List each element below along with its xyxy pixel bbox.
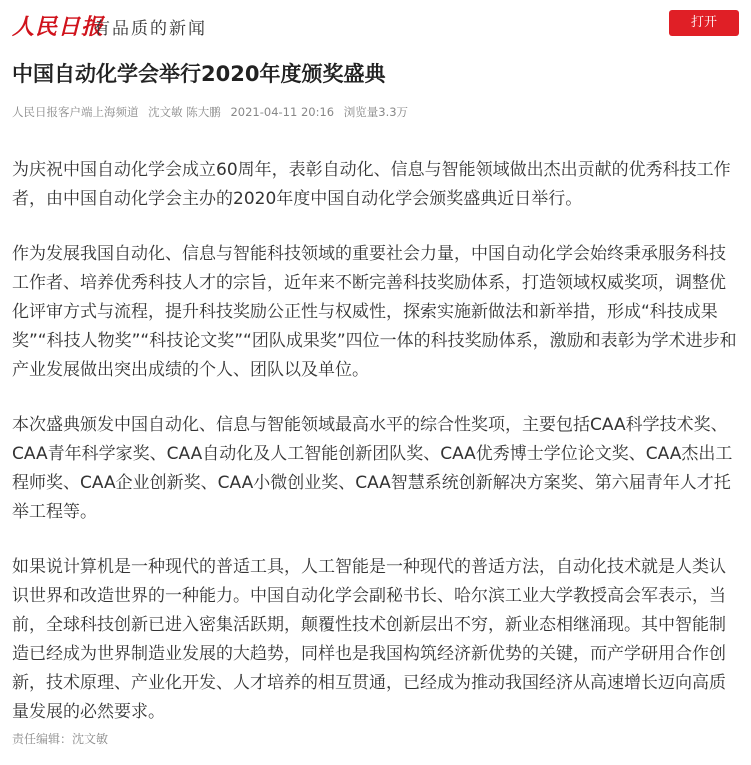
article-body	[12, 156, 742, 753]
article-meta	[12, 104, 414, 120]
slogan: 有品质的新闻	[93, 19, 207, 39]
people-daily-logo[interactable]: 人民日报	[12, 14, 105, 40]
article-title: 中国自动化学会举行2020年度颁奖盛典	[12, 62, 386, 86]
responsible-editor: 责任编辑：沈文敏	[12, 732, 109, 746]
paragraph: 如果说计算机是一种现代的普适工具，人工智能是一种现代的普适方法，自动化技术就是人类认识世界和改造世界的一种能力。中国自动化学会副秘书长、哈尔滨工业大学教授高会军表示，当前，全球科技创新已进入密集活跃期，颠覆性技术创新层出不穷，新业态相继涌现。其中智能制造已经成为世界制造业发展的大趋势，同样也是我国构筑经济新优势的关键，而产学研用合作创新，技术原理、产业化开发、人才培养的相互贯通，已经成为推动我国经济从高速增长迈向高质量发展的必然要求。	[12, 557, 726, 722]
article-views: 浏览量3.3万	[343, 105, 409, 119]
article-source: 人民日报客户端上海频道	[12, 105, 139, 119]
article-datetime: 2021-04-11 20:16	[230, 105, 335, 119]
paragraph: 本次盛典颁发中国自动化、信息与智能领域最高水平的综合性奖项，主要包括CAA科学技术奖、CAA青年科学家奖、CAA自动化及人工智能创新团队奖、CAA优秀博士学位论文奖、CAA杰出工程师奖、CAA企业创新奖、CAA小微创业奖、CAA智慧系统创新解决方案奖、第六届青年人才托举工程等。	[12, 415, 733, 522]
top-bar	[0, 0, 751, 48]
paragraph: 作为发展我国自动化、信息与智能科技领域的重要社会力量，中国自动化学会始终秉承服务科技工作者、培养优秀科技人才的宗旨，近年来不断完善科技奖励体系，打造领域权威奖项，调整优化评审方式与流程，提升科技奖励公正性与权威性，探索实施新做法和新举措，形成“科技成果奖”“科技人物奖”“科技论文奖”“团队成果奖”四位一体的科技奖励体系，激励和表彰为学术进步和产业发展做出突出成绩的个人、团队以及单位。	[12, 244, 737, 380]
article-authors: 沈文敏 陈大鹏	[148, 105, 221, 119]
paragraph: 为庆祝中国自动化学会成立60周年，表彰自动化、信息与智能领域做出杰出贡献的优秀科技工作者，由中国自动化学会主办的2020年度中国自动化学会颁奖盛典近日举行。	[12, 160, 731, 209]
open-app-button[interactable]: 打开	[669, 10, 739, 36]
